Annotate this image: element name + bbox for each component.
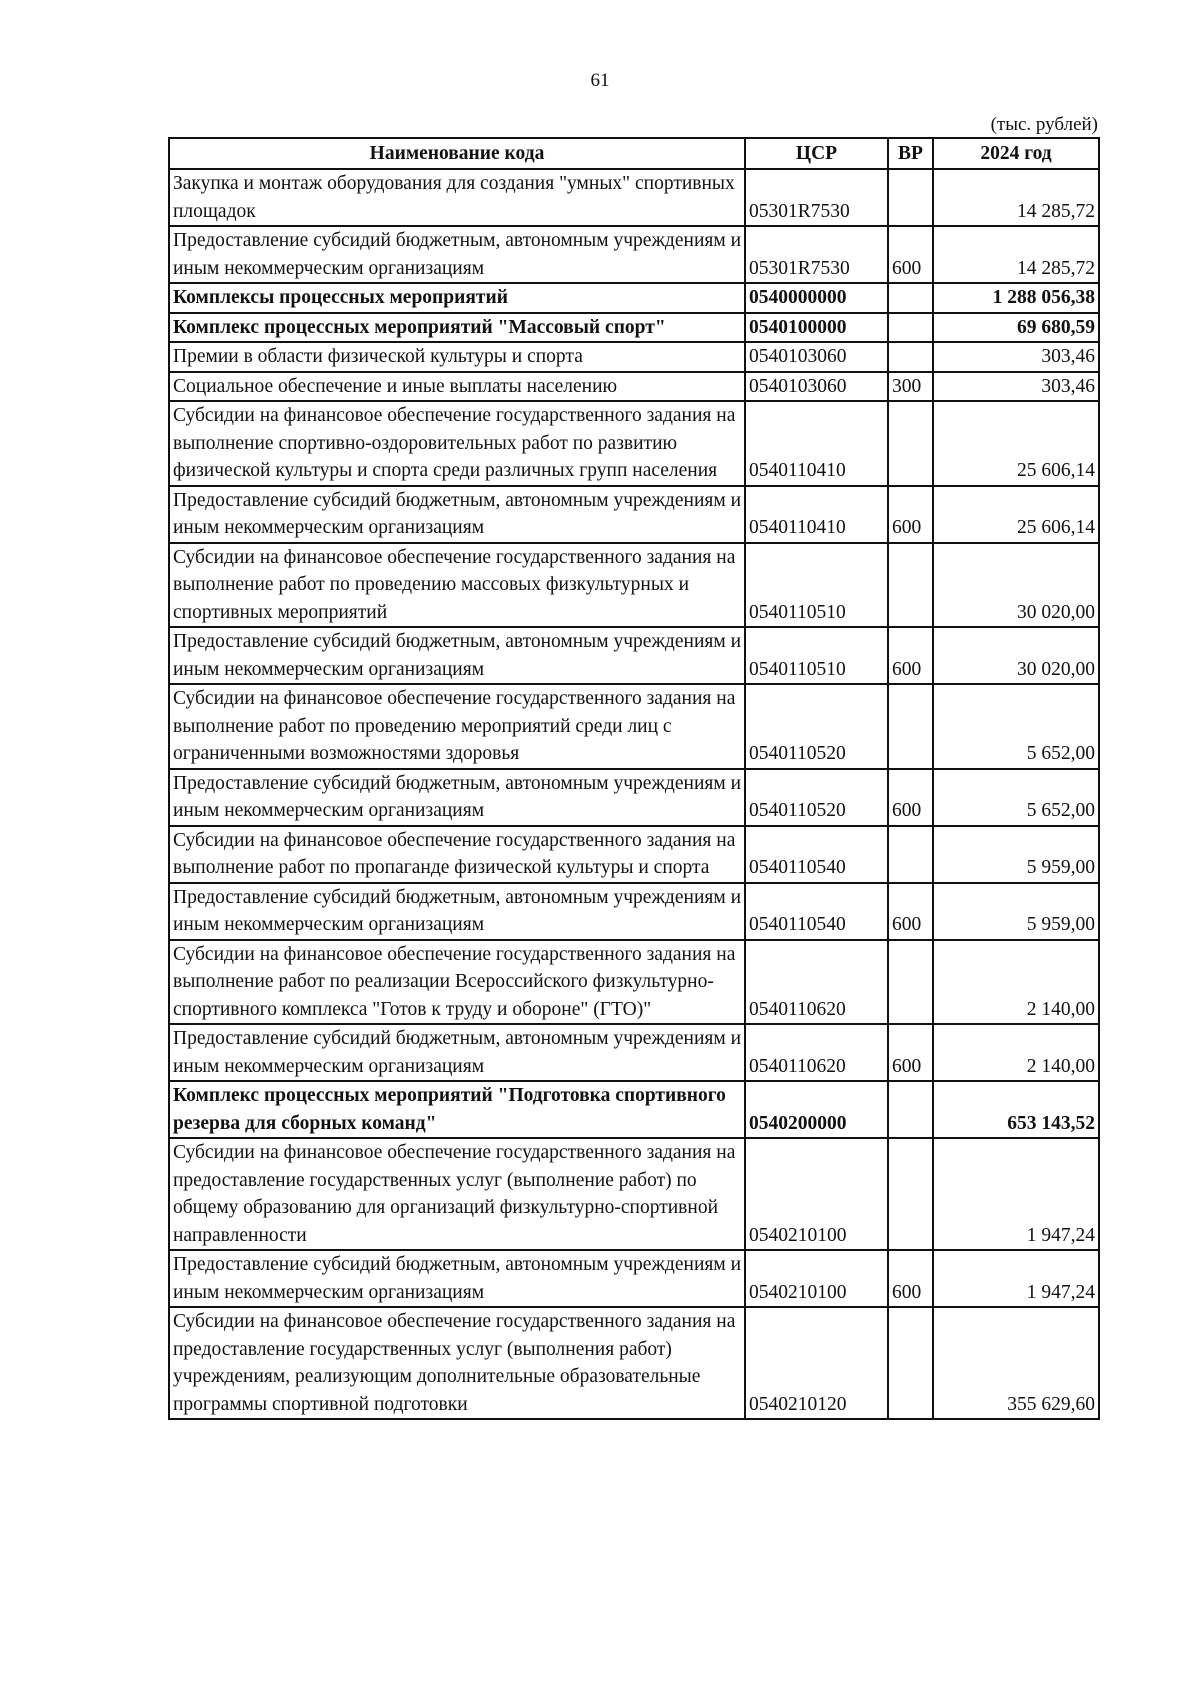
cell-csr: 0540110620 — [745, 1024, 888, 1081]
cell-name: Комплекс процессных мероприятий "Подготовка спортивного резерва для сборных команд" — [169, 1081, 745, 1138]
cell-amount: 653 143,52 — [933, 1081, 1099, 1138]
cell-vr: 600 — [888, 486, 933, 543]
cell-name: Субсидии на финансовое обеспечение государственного задания на выполнение работ по пропаганде физической культуры и спорта — [169, 826, 745, 883]
cell-name: Предоставление субсидий бюджетным, автономным учреждениям и иным некоммерческим организациям — [169, 226, 745, 283]
cell-name: Предоставление субсидий бюджетным, автономным учреждениям и иным некоммерческим организациям — [169, 1250, 745, 1307]
cell-vr: 600 — [888, 1250, 933, 1307]
table-row — [169, 226, 1099, 283]
cell-vr: 600 — [888, 883, 933, 940]
cell-amount: 5 959,00 — [933, 883, 1099, 940]
table-row — [169, 1307, 1099, 1419]
cell-vr: 600 — [888, 627, 933, 684]
cell-vr — [888, 1138, 933, 1250]
cell-amount: 355 629,60 — [933, 1307, 1099, 1419]
cell-amount: 14 285,72 — [933, 226, 1099, 283]
cell-csr: 0540110520 — [745, 684, 888, 769]
table-row — [169, 169, 1099, 226]
cell-amount: 2 140,00 — [933, 1024, 1099, 1081]
cell-name: Предоставление субсидий бюджетным, автономным учреждениям и иным некоммерческим организациям — [169, 883, 745, 940]
cell-name: Предоставление субсидий бюджетным, автономным учреждениям и иным некоммерческим организациям — [169, 627, 745, 684]
table-row — [169, 883, 1099, 940]
page-number: 61 — [590, 70, 610, 91]
cell-csr: 0540110410 — [745, 486, 888, 543]
cell-vr — [888, 684, 933, 769]
table-row — [169, 1081, 1099, 1138]
table-row — [169, 401, 1099, 486]
cell-amount: 5 652,00 — [933, 684, 1099, 769]
cell-name: Субсидии на финансовое обеспечение государственного задания на выполнение работ по проведению мероприятий среди лиц с ограниченными возможностями здоровья — [169, 684, 745, 769]
budget-table — [168, 137, 1100, 1420]
cell-csr: 0540210120 — [745, 1307, 888, 1419]
cell-amount: 5 652,00 — [933, 769, 1099, 826]
cell-csr: 0540110540 — [745, 883, 888, 940]
cell-vr: 300 — [888, 372, 933, 402]
cell-amount: 303,46 — [933, 342, 1099, 372]
cell-csr: 0540110620 — [745, 940, 888, 1025]
table-row — [169, 1024, 1099, 1081]
cell-name: Субсидии на финансовое обеспечение государственного задания на предоставление государственных услуг (выполнения работ) учреждениям, реализующим дополнительные образовательные программы спортивной подготовки — [169, 1307, 745, 1419]
cell-vr: 600 — [888, 769, 933, 826]
cell-vr — [888, 543, 933, 628]
cell-name: Комплексы процессных мероприятий — [169, 283, 745, 313]
cell-name: Предоставление субсидий бюджетным, автономным учреждениям и иным некоммерческим организациям — [169, 486, 745, 543]
cell-amount: 69 680,59 — [933, 313, 1099, 343]
cell-vr — [888, 313, 933, 343]
table-row — [169, 486, 1099, 543]
cell-csr: 0540110540 — [745, 826, 888, 883]
cell-csr: 0540110520 — [745, 769, 888, 826]
cell-csr: 0540110510 — [745, 627, 888, 684]
cell-vr: 600 — [888, 226, 933, 283]
table-row — [169, 1138, 1099, 1250]
cell-name: Субсидии на финансовое обеспечение государственного задания на предоставление государственных услуг (выполнение работ) по общему образованию для организаций физкультурно-спортивной направленности — [169, 1138, 745, 1250]
cell-vr — [888, 1307, 933, 1419]
table-row — [169, 1250, 1099, 1307]
cell-vr — [888, 169, 933, 226]
cell-csr: 05301R7530 — [745, 169, 888, 226]
cell-csr: 0540103060 — [745, 342, 888, 372]
cell-csr: 0540200000 — [745, 1081, 888, 1138]
table-row — [169, 543, 1099, 628]
cell-vr — [888, 401, 933, 486]
cell-csr: 05301R7530 — [745, 226, 888, 283]
cell-amount: 30 020,00 — [933, 627, 1099, 684]
cell-name: Предоставление субсидий бюджетным, автономным учреждениям и иным некоммерческим организациям — [169, 1024, 745, 1081]
header-year: 2024 год — [933, 138, 1099, 169]
table-body — [169, 169, 1099, 1419]
cell-csr: 0540110410 — [745, 401, 888, 486]
table-row — [169, 627, 1099, 684]
cell-amount: 25 606,14 — [933, 486, 1099, 543]
table-row — [169, 940, 1099, 1025]
cell-csr: 0540210100 — [745, 1250, 888, 1307]
header-csr: ЦСР — [745, 138, 888, 169]
header-name: Наименование кода — [169, 138, 745, 169]
cell-vr — [888, 283, 933, 313]
cell-vr: 600 — [888, 1024, 933, 1081]
cell-amount: 303,46 — [933, 372, 1099, 402]
cell-amount: 2 140,00 — [933, 940, 1099, 1025]
cell-csr: 0540110510 — [745, 543, 888, 628]
cell-csr: 0540210100 — [745, 1138, 888, 1250]
cell-amount: 1 288 056,38 — [933, 283, 1099, 313]
cell-amount: 25 606,14 — [933, 401, 1099, 486]
table-row — [169, 684, 1099, 769]
cell-name: Премии в области физической культуры и спорта — [169, 342, 745, 372]
cell-amount: 14 285,72 — [933, 169, 1099, 226]
table-row — [169, 372, 1099, 402]
header-vr: ВР — [888, 138, 933, 169]
cell-name: Субсидии на финансовое обеспечение государственного задания на выполнение работ по проведению массовых физкультурных и спортивных мероприятий — [169, 543, 745, 628]
table-row — [169, 283, 1099, 313]
table-header-row — [169, 138, 1099, 169]
cell-name: Предоставление субсидий бюджетным, автономным учреждениям и иным некоммерческим организациям — [169, 769, 745, 826]
table-row — [169, 313, 1099, 343]
cell-vr — [888, 342, 933, 372]
cell-amount: 5 959,00 — [933, 826, 1099, 883]
cell-amount: 30 020,00 — [933, 543, 1099, 628]
cell-vr — [888, 940, 933, 1025]
cell-csr: 0540100000 — [745, 313, 888, 343]
cell-amount: 1 947,24 — [933, 1138, 1099, 1250]
cell-name: Социальное обеспечение и иные выплаты населению — [169, 372, 745, 402]
table-row — [169, 342, 1099, 372]
cell-csr: 0540000000 — [745, 283, 888, 313]
table-row — [169, 769, 1099, 826]
units-label: (тыс. рублей) — [990, 114, 1098, 135]
cell-name: Субсидии на финансовое обеспечение государственного задания на выполнение спортивно-оздоровительных работ по развитию физической культуры и спорта среди различных групп населения — [169, 401, 745, 486]
cell-amount: 1 947,24 — [933, 1250, 1099, 1307]
table-row — [169, 826, 1099, 883]
cell-csr: 0540103060 — [745, 372, 888, 402]
cell-vr — [888, 1081, 933, 1138]
cell-name: Комплекс процессных мероприятий "Массовый спорт" — [169, 313, 745, 343]
cell-vr — [888, 826, 933, 883]
cell-name: Закупка и монтаж оборудования для создания "умных" спортивных площадок — [169, 169, 745, 226]
cell-name: Субсидии на финансовое обеспечение государственного задания на выполнение работ по реализации Всероссийского физкультурно-спортивного комплекса "Готов к труду и обороне" (ГТО)" — [169, 940, 745, 1025]
